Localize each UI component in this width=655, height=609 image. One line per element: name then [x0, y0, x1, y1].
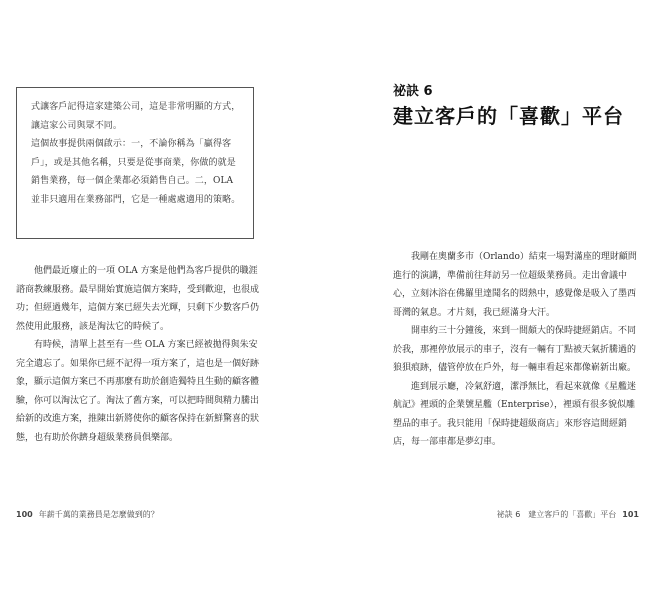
body-paragraph: 他們最近廢止的一項 OLA 方案是他們為客戶提供的職涯諮商教練服務。最早開始實施這個方案時，受到歡迎，也很成功；但經過幾年，這個方案已經失去光輝，只剩下少數客戶仍然使用此服務，該是淘汰它的時候了。	[16, 266, 260, 332]
page-number: 100	[16, 510, 33, 519]
body-paragraph: 我剛在奧蘭多市（Orlando）結束一場對滿座的理財顧問進行的演講，準備前往拜訪另一位超級業務員。走出會議中心，立刻沐浴在佛羅里達聞名的悶熱中，感覺像是吸入了墨西哥灣的氣息。才片刻，我已經滿身大汗。	[393, 252, 637, 318]
running-title: 年薪千萬的業務員是怎麼做到的？	[38, 510, 159, 519]
body-paragraph: 有時候，清單上甚至有一些 OLA 方案已經被拋得與朱安完全遺忘了。如果你已經不記得一項方案了，這也是一個好跡象，顯示這個方案已不再那麼有助於創造獨特且生動的顧客體驗，你可以淘汰它了。淘汰了舊方案，可以把時間與精力騰出給新的改進方案，推陳出新將使你的顧客保持在新鮮驚喜的狀態，也有助於你躋身超級業務員俱樂部。	[16, 340, 260, 443]
left-footer	[16, 509, 159, 520]
left-body-text	[16, 262, 260, 447]
running-title: 祕訣 6 建立客戶的「喜歡」平台	[496, 510, 617, 519]
right-page	[327, 0, 655, 609]
page-number: 101	[622, 510, 639, 519]
right-footer	[497, 509, 639, 520]
body-paragraph: 進到展示廳，冷氣舒適，潔淨無比，看起來就像《星艦迷航記》裡頭的企業號星艦（Enterprise），裡頭有很多貌似雕塑品的車子。我只能用「保時捷超級商店」來形容這間經銷店，每一部車都是夢幻車。	[393, 381, 637, 447]
right-body-text	[393, 248, 638, 452]
box-paragraph: 式讓客戶記得這家建築公司，這是非常明顯的方式，讓這家公司與眾不同。	[31, 102, 241, 131]
chapter-title: 建立客戶的「喜歡」平台	[393, 104, 624, 128]
chapter-label: 祕訣 6	[393, 84, 433, 99]
boxed-excerpt	[16, 87, 254, 239]
left-page	[0, 0, 327, 609]
box-paragraph: 這個故事提供兩個啟示：一，不論你稱為「贏得客戶」，或是其他名稱，只要是從事商業，你做的就是銷售業務，每一個企業都必須銷售自己。二，OLA 並非只適用在業務部門，它是一種處處適用的策略。	[31, 139, 241, 205]
body-paragraph: 開車約三十分鐘後，來到一間頗大的保時捷經銷店。不同於我，那裡停放展示的車子，沒有一輛有丁點被天氣折騰過的狼狽痕跡，儘管停放在戶外，每一輛車看起來都像嶄新出廠。	[393, 326, 637, 373]
